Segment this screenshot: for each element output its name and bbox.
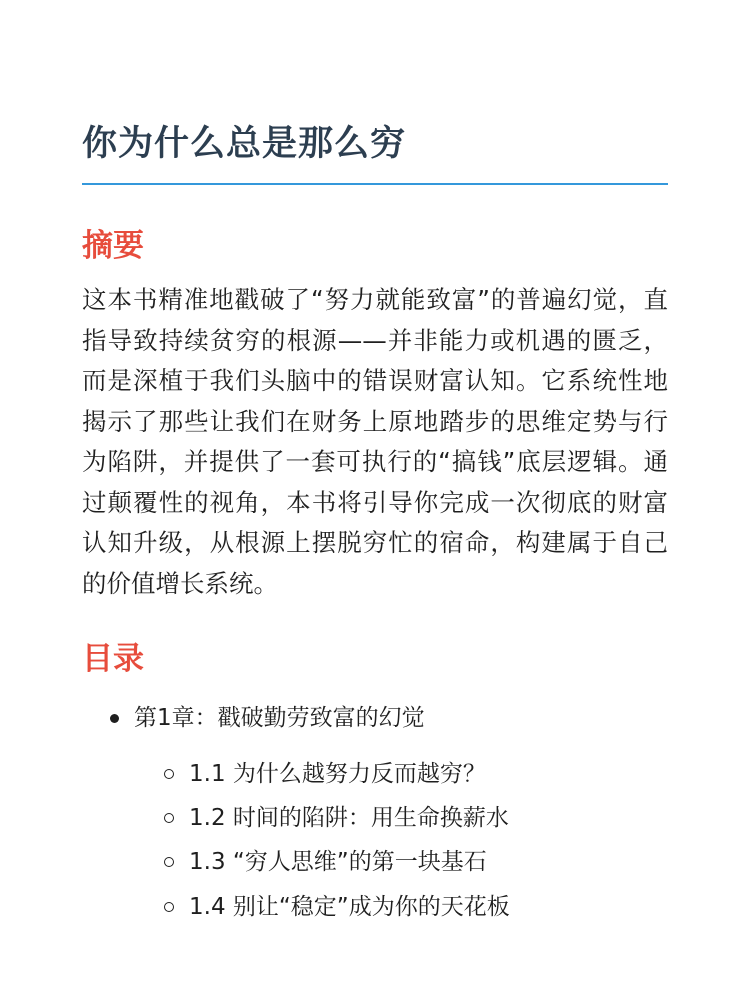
- toc-heading: 目录: [82, 641, 144, 677]
- toc-chapter-label: 第1章：戳破勤劳致富的幻觉: [134, 705, 425, 731]
- toc-section-item: [189, 800, 509, 836]
- toc-section-label: 1.3 “穷人思维”的第一块基石: [189, 849, 487, 875]
- circle-bullet-icon: [164, 813, 174, 823]
- circle-bullet-icon: [164, 857, 174, 867]
- toc-section-label: 1.2 时间的陷阱：用生命换薪水: [189, 805, 509, 831]
- circle-bullet-icon: [164, 902, 174, 912]
- circle-bullet-icon: [164, 769, 174, 779]
- summary-paragraph: 这本书精准地戳破了“努力就能致富”的普遍幻觉，直指导致持续贫穷的根源——并非能力或机遇的匮乏，而是深植于我们头脑中的错误财富认知。它系统性地揭示了那些让我们在财务上原地踏步的思维定势与行为陷阱，并提供了一套可执行的“搞钱”底层逻辑。通过颠覆性的视角，本书将引导你完成一次彻底的财富认知升级，从根源上摆脱穷忙的宿命，构建属于自己的价值增长系统。: [82, 285, 668, 598]
- toc-section-item: [189, 889, 510, 925]
- toc-chapter-item: [134, 700, 425, 736]
- summary-heading: 摘要: [82, 228, 144, 264]
- toc-section-label: 1.1 为什么越努力反而越穷？: [189, 761, 486, 787]
- toc-section-item: [189, 844, 487, 880]
- toc-section-label: 1.4 别让“稳定”成为你的天花板: [189, 894, 510, 920]
- title-divider: [82, 183, 668, 185]
- disc-bullet-icon: [110, 714, 119, 723]
- page-title: 你为什么总是那么穷: [82, 124, 407, 164]
- toc-section-item: [189, 756, 486, 792]
